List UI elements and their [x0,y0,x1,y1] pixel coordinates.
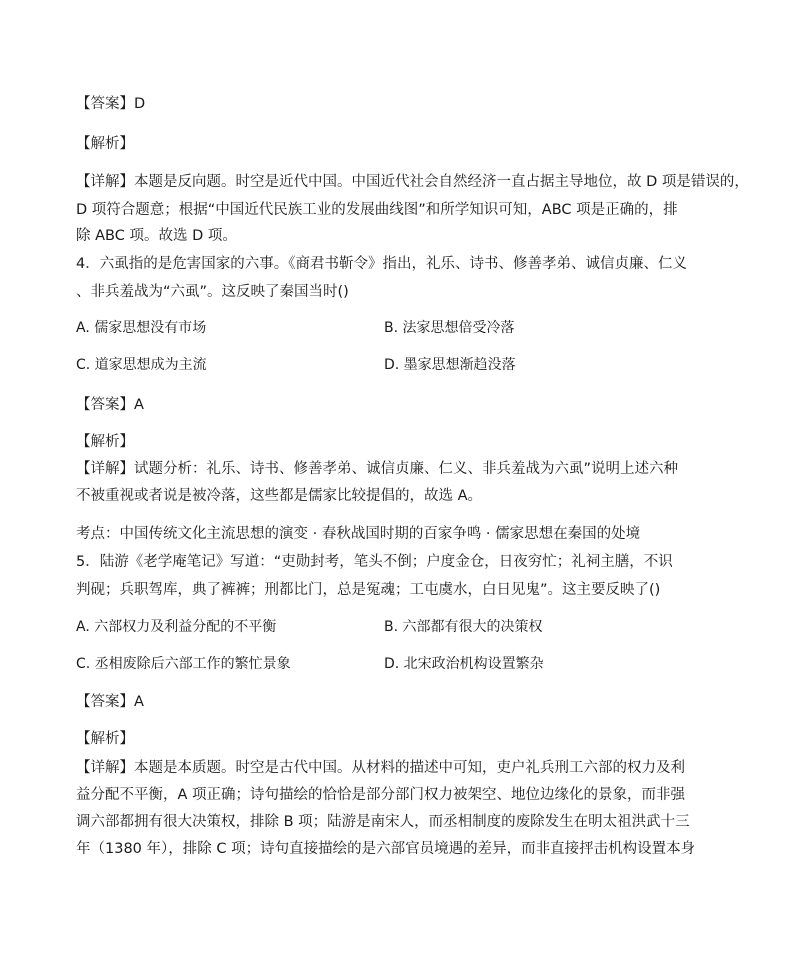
q5-option-c: C. 丞相废除后六部工作的繁忙景象 [76,656,291,672]
q5-detail-line-3: 调六部都拥有很大决策权，排除 B 项；陆游是南宋人，而丞相制度的废除发生在明太祖洪武十三 [76,814,690,830]
q5-option-d: D. 北宋政治机构设置繁杂 [384,656,544,672]
q5-stem-line-2: 判砚；兵职驾库，典了裤裤；刑都比门，总是冤魂；工屯虞水，白日见鬼”。这主要反映了() [76,582,661,598]
q3-analysis-heading: 【解析】 [76,136,134,152]
q3-answer: 【答案】D [76,96,146,112]
q4-detail-line-1: 【详解】试题分析：礼乐、诗书、修善孝弟、诚信贞廉、仁义、非兵羞战为六虱”说明上述六种 [76,461,679,477]
q3-detail-line-2: D 项符合题意；根据“中国近代民族工业的发展曲线图”和所学知识可知，ABC 项是正确的，排 [76,202,678,218]
q3-detail-line-1: 【详解】本题是反向题。时空是近代中国。中国近代社会自然经济一直占据主导地位，故 D 项是错误的， [76,174,749,190]
q4-kaodian: 考点：中国传统文化主流思想的演变 · 春秋战国时期的百家争鸣 · 儒家思想在秦国的处境 [76,526,641,542]
q4-option-a: A. 儒家思想没有市场 [76,320,207,336]
q5-option-b: B. 六部都有很大的决策权 [384,619,543,635]
q5-detail-line-1: 【详解】本题是本质题。时空是古代中国。从材料的描述中可知，吏户礼兵刑工六部的权力及利 [76,760,685,776]
q4-stem-line-1: 4．六虱指的是危害国家的六事。《商君书靳令》指出，礼乐、诗书、修善孝弟、诚信贞廉、仁义 [76,256,687,272]
q5-option-a: A. 六部权力及利益分配的不平衡 [76,619,277,635]
q5-detail-line-4: 年（1380 年），排除 C 项；诗句直接描绘的是六部官员境遇的差异，而非直接抨击机构设置本身 [76,841,696,857]
q3-detail-line-3: 除 ABC 项。故选 D 项。 [76,228,237,244]
q4-option-c: C. 道家思想成为主流 [76,357,207,373]
q4-stem-line-2: 、非兵羞战为“六虱”。这反映了秦国当时() [76,284,349,300]
q4-answer: 【答案】A [76,397,144,413]
q4-option-b: B. 法家思想倍受冷落 [384,320,515,336]
q5-detail-line-2: 益分配不平衡，A 项正确；诗句描绘的恰恰是部分部门权力被架空、地位边缘化的景象，而非强 [76,787,686,803]
q5-stem-line-1: 5．陆游《老学庵笔记》写道：“吏勋封考，笔头不倒；户度金仓，日夜穷忙；礼祠主膳，不识 [76,554,673,570]
q4-analysis-heading: 【解析】 [76,434,134,450]
q4-option-d: D. 墨家思想渐趋没落 [384,357,516,373]
q4-detail-line-2: 不被重视或者说是被冷落，这些都是儒家比较提倡的，故选 A。 [76,488,483,504]
q5-analysis-heading: 【解析】 [76,731,134,747]
q5-answer: 【答案】A [76,694,144,710]
